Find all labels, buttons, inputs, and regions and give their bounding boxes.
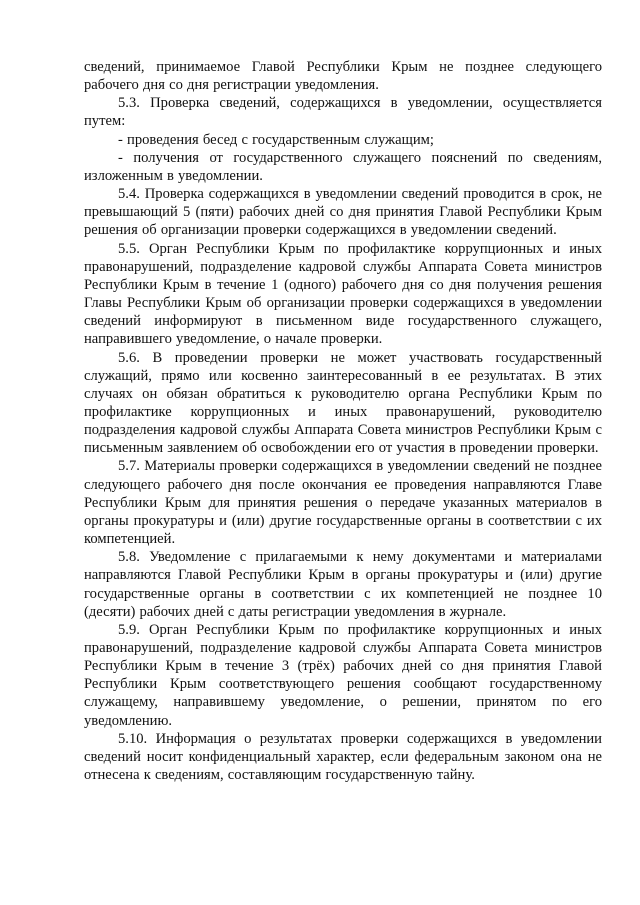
paragraph-5-6: 5.6. В проведении проверки не может участвовать государственный служащий, прямо или косвенно заинтересованный в ее результатах. В этих случаях он обязан обратиться к руководителю органа Республики Крым по профилактике коррупционных и иных правонарушений, руководителю подразделения кадровой службы Аппарата Совета министров Республики Крым с письменным заявлением об освобождении его от участия в проведении проверки. xyxy=(84,349,602,457)
paragraph-5-9: 5.9. Орган Республики Крым по профилактике коррупционных и иных правонарушений, подразделение кадровой службы Аппарата Совета министров Республики Крым в течение 3 (трёх) рабочих дней со дня принятия Главой Республики Крым соответствующего решения сообщают государственному служащему, направившему уведомление, о решении, принятом по его уведомлению. xyxy=(84,621,602,729)
paragraph-5-7: 5.7. Материалы проверки содержащихся в уведомлении сведений не позднее следующего рабочего дня после окончания ее проведения направляются Главе Республики Крым для принятия решения о передаче указанных материалов в органы прокуратуры и (или) другие государственные органы в соответствии с их компетенцией. xyxy=(84,458,602,548)
paragraph-5-3: 5.3. Проверка сведений, содержащихся в уведомлении, осуществляется путем: xyxy=(84,95,602,130)
paragraph-5-10: 5.10. Информация о результатах проверки содержащихся в уведомлении сведений носит конфиденциальный характер, если федеральным законом она не отнесена к сведениям, составляющим государственную тайну. xyxy=(84,730,602,784)
paragraph-5-5: 5.5. Орган Республики Крым по профилактике коррупционных и иных правонарушений, подразделение кадровой службы Аппарата Совета министров Республики Крым в течение 1 (одного) рабочего дня со дня получения решения Главы Республики Крым об организации проверки содержащихся в уведомлении сведений информируют в письменном виде государственного служащего, направившего уведомление, о начале проверки. xyxy=(84,240,602,348)
paragraph-continuation: сведений, принимаемое Главой Республики Крым не позднее следующего рабочего дня со дня регистрации уведомления. xyxy=(84,59,602,94)
paragraph-5-8: 5.8. Уведомление с прилагаемыми к нему документами и материалами направляются Главой Республики Крым в органы прокуратуры и (или) другие государственные органы в соответствии с их компетенцией не позднее 10 (десяти) рабочих дней с даты регистрации уведомления в журнале. xyxy=(84,549,602,620)
list-item-explanations: - получения от государственного служащего пояснений по сведениям, изложенным в уведомлении. xyxy=(84,149,602,184)
paragraph-5-4: 5.4. Проверка содержащихся в уведомлении сведений проводится в срок, не превышающий 5 (пяти) рабочих дней со дня принятия Главой Республики Крым решения об организации проверки содержащихся в уведомлении сведений. xyxy=(84,186,602,239)
list-item-conversations: - проведения бесед с государственным служащим; xyxy=(118,131,434,148)
